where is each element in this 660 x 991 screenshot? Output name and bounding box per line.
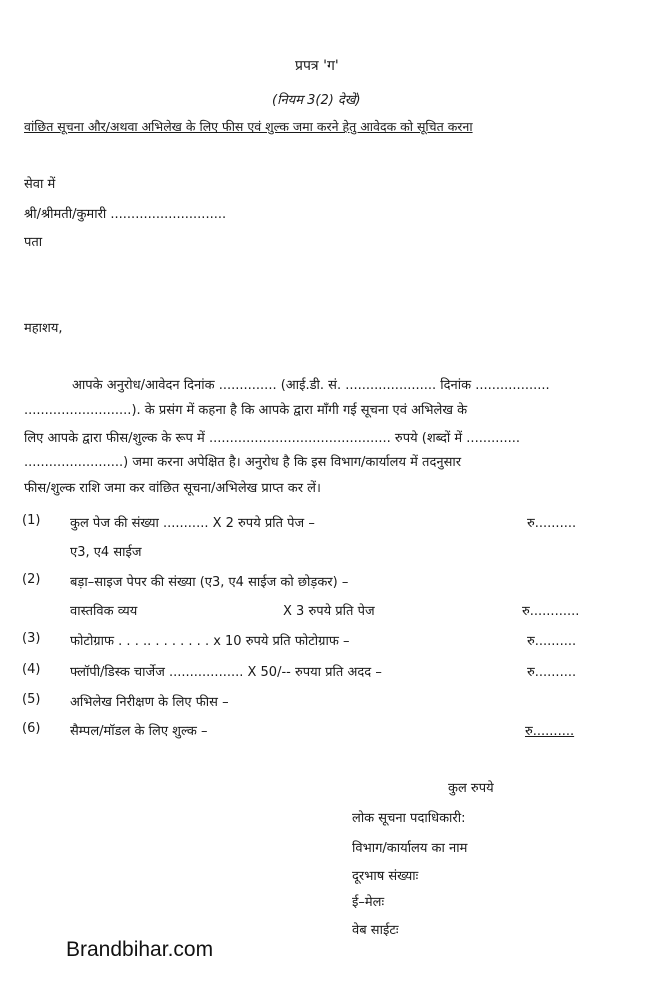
item-5-text: अभिलेख निरीक्षण के लिए फीस –	[70, 695, 229, 710]
officer-line-3: दूरभाष संख्याः	[352, 869, 419, 884]
item-2-sub: वास्तविक व्यय	[70, 604, 138, 619]
item-6-number: (6)	[22, 721, 41, 736]
item-4-number: (4)	[22, 662, 41, 677]
body-line-4: ........................) जमा करना अपेक्षित है। अनुरोध है कि इस विभाग/कार्यालय में तदनुसार	[24, 455, 462, 470]
body-line-3: लिए आपके द्वारा फीस/शुल्क के रूप में ............................................ रुपये (शब्दों में .............	[24, 431, 521, 446]
item-3-number: (3)	[22, 631, 41, 646]
item-2-amount: रु............	[522, 604, 580, 619]
watermark-text: Brandbihar.com	[66, 938, 214, 961]
officer-line-4: ई–मेलः	[352, 895, 385, 910]
item-2-text: बड़ा–साइज पेपर की संख्या (ए3, ए4 साईज को छोड़कर) –	[70, 575, 349, 590]
address-name-line: श्री/श्रीमती/कुमारी ............................	[24, 207, 227, 222]
officer-line-1: लोक सूचना पदाधिकारी:	[352, 811, 466, 826]
item-1-sub: ए3, ए4 साईज	[70, 545, 142, 560]
item-2-number: (2)	[22, 572, 41, 587]
form-heading: वांछित सूचना और/अथवा अभिलेख के लिए फीस एवं शुल्क जमा करने हेतु आवेदक को सूचित करना	[24, 119, 473, 134]
form-title: प्रपत्र 'ग'	[295, 58, 339, 74]
item-5-number: (5)	[22, 692, 41, 707]
body-line-5: फीस/शुल्क राशि जमा कर वांछित सूचना/अभिलेख प्राप्त कर लें।	[24, 481, 321, 496]
item-1-amount: रु..........	[527, 516, 577, 531]
body-line-1: आपके अनुरोध/आवेदन दिनांक .............. (आई.डी. सं. ...................... दिनांक ..................	[72, 378, 550, 393]
address-label: पता	[24, 235, 43, 250]
item-1-text: कुल पेज की संख्या ........... X 2 रुपये प्रति पेज –	[70, 516, 315, 531]
item-4-text: फ्लॉपी/डिस्क चार्जेज .................. X 50/-- रुपया प्रति अदद –	[70, 665, 382, 680]
item-3-amount: रु..........	[527, 634, 577, 649]
body-line-2: ..........................). के प्रसंग में कहना है कि आपके द्वारा माँगी गई सूचना एवं अभिलेख के	[24, 403, 468, 418]
form-subtitle: (नियम 3(2) देखें)	[272, 93, 361, 108]
item-4-amount: रु..........	[527, 665, 577, 680]
item-2-rate: X 3 रुपये प्रति पेज	[283, 604, 375, 619]
officer-line-5: वेब साईटः	[352, 923, 399, 938]
officer-line-2: विभाग/कार्यालय का नाम	[352, 841, 468, 856]
item-6-amount: रु..........	[525, 724, 575, 739]
total-label: कुल रुपये	[448, 781, 494, 796]
salutation: महाशय,	[24, 321, 63, 336]
item-6-text: सैम्पल/मॉडल के लिए शुल्क –	[70, 724, 208, 739]
address-to: सेवा में	[24, 177, 56, 192]
item-3-text: फोटोग्राफ . . . .. . . . . . . . x 10 रुपये प्रति फोटोग्राफ –	[70, 634, 350, 649]
item-1-number: (1)	[22, 513, 41, 528]
